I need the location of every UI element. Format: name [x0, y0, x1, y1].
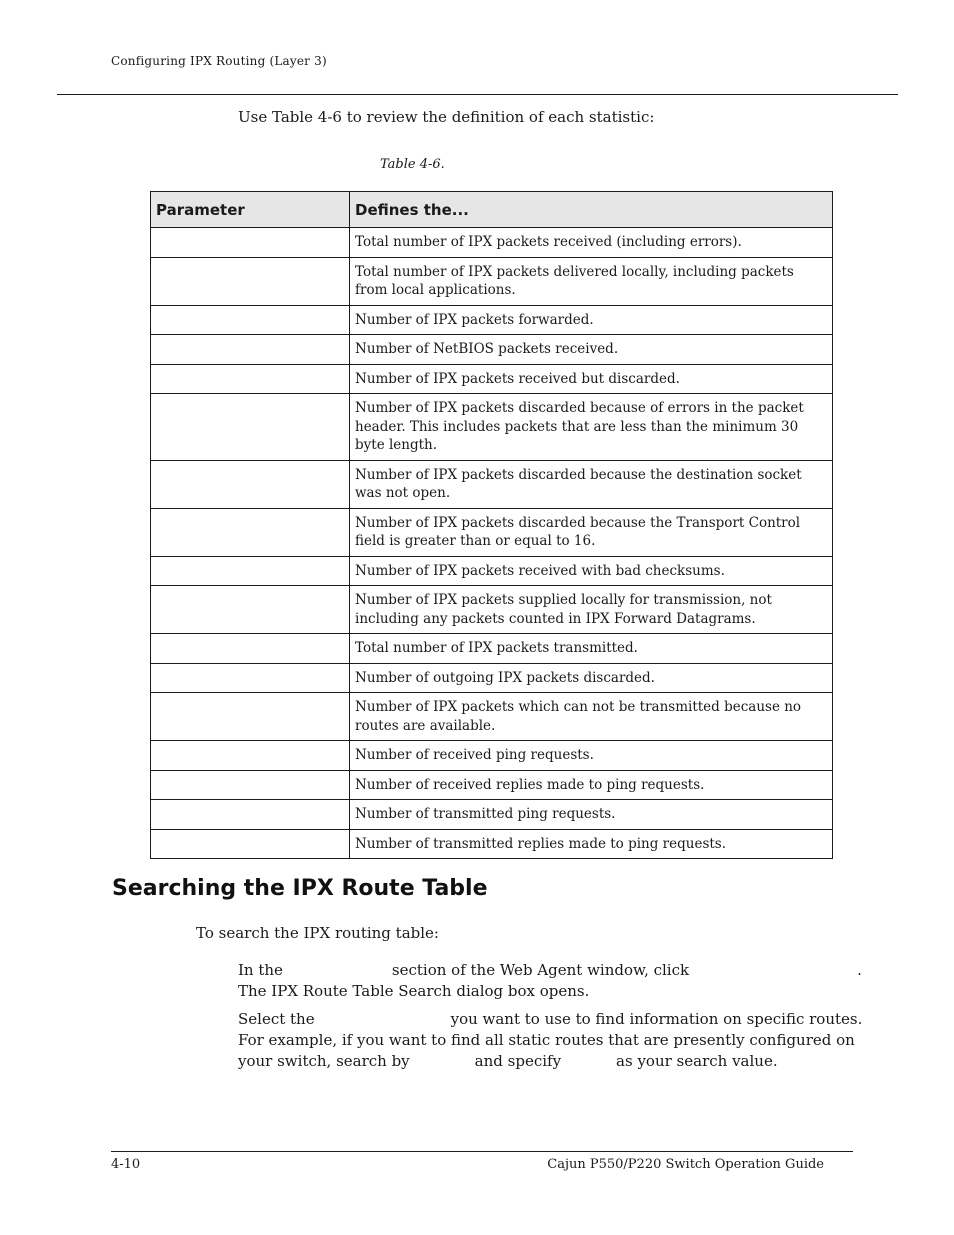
- table-row: [151, 364, 833, 394]
- step-2-text-d: your switch, search by: [238, 1052, 410, 1070]
- definition-cell: Number of transmitted replies made to ping requests.: [350, 829, 833, 859]
- step-2-text-c: For example, if you want to find all static routes that are presently configured on: [238, 1031, 855, 1049]
- step-2-text-e: and specify: [474, 1052, 562, 1070]
- step-2-text-a: Select the: [238, 1010, 315, 1028]
- footer-rule: [111, 1151, 853, 1152]
- page-number: 4-10: [111, 1157, 141, 1172]
- table-row: [151, 394, 833, 461]
- definition-cell: Number of NetBIOS packets received.: [350, 335, 833, 365]
- section-lead: To search the IPX routing table:: [196, 924, 439, 942]
- parameter-cell: [151, 228, 350, 258]
- table-row: [151, 829, 833, 859]
- definition-cell: Number of transmitted ping requests.: [350, 800, 833, 830]
- step-1-text-b: section of the Web Agent window, click: [391, 961, 690, 979]
- table-row: [151, 586, 833, 634]
- parameter-cell: [151, 800, 350, 830]
- parameter-cell: [151, 556, 350, 586]
- definition-cell: Number of IPX packets discarded because the Transport Control field is greater than or equal to 16.: [350, 508, 833, 556]
- step-2-text-f: as your search value.: [616, 1052, 778, 1070]
- definition-cell: Number of IPX packets discarded because of errors in the packet header. This includes packets that are less than the minimum 30 byte length.: [350, 394, 833, 461]
- table-row: [151, 335, 833, 365]
- parameter-cell: [151, 364, 350, 394]
- column-header-definition: Defines the...: [350, 192, 833, 228]
- definition-cell: Number of IPX packets supplied locally for transmission, not including any packets counted in IPX Forward Datagrams.: [350, 586, 833, 634]
- step-1-text-c: .: [857, 961, 862, 979]
- definition-cell: Number of IPX packets received but discarded.: [350, 364, 833, 394]
- statistics-table: [150, 191, 833, 859]
- parameter-cell: [151, 829, 350, 859]
- step-2: [238, 1009, 862, 1072]
- table-row: [151, 770, 833, 800]
- table-row: [151, 305, 833, 335]
- definition-cell: Total number of IPX packets received (including errors).: [350, 228, 833, 258]
- table-row: [151, 741, 833, 771]
- definition-cell: Number of outgoing IPX packets discarded.: [350, 663, 833, 693]
- parameter-cell: [151, 770, 350, 800]
- table-row: [151, 634, 833, 664]
- step-1-text-a: In the: [238, 961, 283, 979]
- table-row: [151, 556, 833, 586]
- table-row: [151, 257, 833, 305]
- definition-cell: Number of IPX packets which can not be transmitted because no routes are available.: [350, 693, 833, 741]
- parameter-cell: [151, 335, 350, 365]
- table-row: [151, 800, 833, 830]
- parameter-cell: [151, 634, 350, 664]
- parameter-cell: [151, 460, 350, 508]
- section-heading: Searching the IPX Route Table: [112, 876, 488, 901]
- intro-paragraph: Use Table 4-6 to review the definition of each statistic:: [238, 108, 655, 126]
- table-row: [151, 693, 833, 741]
- parameter-cell: [151, 394, 350, 461]
- table-row: [151, 508, 833, 556]
- definition-cell: Number of IPX packets discarded because the destination socket was not open.: [350, 460, 833, 508]
- running-head: Configuring IPX Routing (Layer 3): [111, 54, 327, 68]
- step-1: [238, 960, 862, 1002]
- definition-cell: Total number of IPX packets transmitted.: [350, 634, 833, 664]
- definition-cell: Number of IPX packets received with bad checksums.: [350, 556, 833, 586]
- definition-cell: Total number of IPX packets delivered locally, including packets from local applications.: [350, 257, 833, 305]
- table-header-row: [151, 192, 833, 228]
- definition-cell: Number of IPX packets forwarded.: [350, 305, 833, 335]
- book-title: Cajun P550/P220 Switch Operation Guide: [547, 1157, 824, 1172]
- parameter-cell: [151, 741, 350, 771]
- table-row: [151, 228, 833, 258]
- parameter-cell: [151, 586, 350, 634]
- table-caption: Table 4-6.: [380, 157, 445, 172]
- column-header-parameter: Parameter: [151, 192, 350, 228]
- definition-cell: Number of received ping requests.: [350, 741, 833, 771]
- step-1-text-d: The IPX Route Table Search dialog box opens.: [238, 982, 590, 1000]
- definition-cell: Number of received replies made to ping requests.: [350, 770, 833, 800]
- parameter-cell: [151, 693, 350, 741]
- table-row: [151, 663, 833, 693]
- parameter-cell: [151, 257, 350, 305]
- step-2-text-b: you want to use to find information on specific routes.: [450, 1010, 863, 1028]
- parameter-cell: [151, 305, 350, 335]
- table-row: [151, 460, 833, 508]
- header-rule: [57, 94, 898, 95]
- parameter-cell: [151, 663, 350, 693]
- parameter-cell: [151, 508, 350, 556]
